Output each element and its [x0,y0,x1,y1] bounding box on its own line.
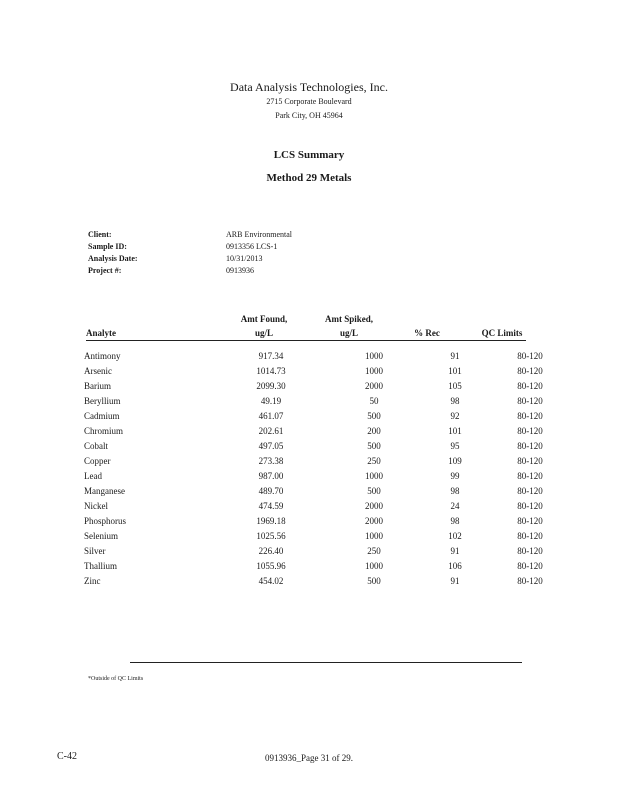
percent-recovery-cell: 91 [450,350,460,361]
qc-limits-cell: 80-120 [517,515,543,526]
amount-found-cell: 987.00 [258,470,284,481]
analysis-date-value: 10/31/2013 [226,254,263,263]
amount-found-cell: 497.05 [258,440,284,451]
percent-recovery-cell: 106 [448,560,462,571]
analysis-date-label: Analysis Date: [88,254,138,263]
amount-found-cell: 1969.18 [256,515,286,526]
analyte-cell: Selenium [84,530,118,541]
table-row [84,483,576,498]
qc-limits-cell: 80-120 [517,365,543,376]
table-row [84,423,576,438]
percent-recovery-cell: 105 [448,380,462,391]
amount-found-cell: 1055.96 [256,560,286,571]
amount-spiked-cell: 1000 [365,365,383,376]
amount-found-cell: 49.19 [260,395,282,406]
amount-found-cell: 454.02 [258,575,284,586]
amount-spiked-cell: 250 [367,455,381,466]
percent-recovery-cell: 101 [448,425,462,436]
header-found-line1: Amt Found, [240,314,288,324]
analyte-cell: Copper [84,455,111,466]
amount-spiked-cell: 1000 [365,530,383,541]
qc-limits-cell: 80-120 [517,455,543,466]
table-row [84,363,576,378]
amount-found-cell: 1014.73 [256,365,286,376]
page-number: 0913936_Page 31 of 29. [265,753,353,763]
percent-recovery-cell: 95 [450,440,460,451]
table-row [84,498,576,513]
header-underline [86,340,526,341]
analyte-cell: Nickel [84,500,108,511]
table-row [84,348,576,363]
percent-recovery-cell: 102 [448,530,462,541]
table-row [84,453,576,468]
client-value: ARB Environmental [226,230,292,239]
qc-limits-cell: 80-120 [517,500,543,511]
header-spiked-line1: Amt Spiked, [324,314,373,324]
qc-limits-cell: 80-120 [517,545,543,556]
qc-limits-cell: 80-120 [517,350,543,361]
amount-spiked-cell: 1000 [365,470,383,481]
qc-limits-cell: 80-120 [517,470,543,481]
amount-found-cell: 226.40 [258,545,284,556]
table-row [84,468,576,483]
qc-limits-cell: 80-120 [517,425,543,436]
qc-limits-cell: 80-120 [517,410,543,421]
client-label: Client: [88,230,112,239]
amount-spiked-cell: 250 [367,545,381,556]
qc-limits-cell: 80-120 [517,380,543,391]
percent-recovery-cell: 109 [448,455,462,466]
analyte-cell: Manganese [84,485,125,496]
results-table [84,348,576,588]
qc-limits-cell: 80-120 [517,395,543,406]
amount-spiked-cell: 200 [367,425,381,436]
amount-spiked-cell: 500 [367,440,381,451]
analyte-cell: Thallium [84,560,117,571]
method-title: Method 29 Metals [266,172,352,184]
amount-found-cell: 917.34 [258,350,284,361]
amount-spiked-cell: 500 [367,575,381,586]
analyte-cell: Zinc [84,575,101,586]
footnote: *Outside of QC Limits [88,676,144,682]
amount-spiked-cell: 1000 [365,350,383,361]
qc-limits-cell: 80-120 [517,560,543,571]
amount-spiked-cell: 2000 [365,380,383,391]
amount-spiked-cell: 1000 [365,560,383,571]
percent-recovery-cell: 91 [450,545,460,556]
table-row [84,543,576,558]
header-found-line2: ug/L [254,328,273,338]
percent-recovery-cell: 98 [450,485,460,496]
analyte-cell: Arsenic [84,365,112,376]
analyte-cell: Lead [84,470,102,481]
table-row [84,528,576,543]
analyte-cell: Cadmium [84,410,120,421]
analyte-cell: Barium [84,380,111,391]
qc-limits-cell: 80-120 [517,530,543,541]
header-rec: % Rec [414,328,440,338]
amount-spiked-cell: 2000 [365,515,383,526]
project-value: 0913936 [226,266,254,275]
amount-found-cell: 474.59 [258,500,284,511]
table-row [84,513,576,528]
company-name: Data Analysis Technologies, Inc. [230,80,388,94]
table-row [84,378,576,393]
report-title: LCS Summary [273,149,345,161]
amount-found-cell: 1025.56 [256,530,286,541]
percent-recovery-cell: 98 [450,515,460,526]
page-id: C-42 [57,751,77,762]
sample-id-label: Sample ID: [88,242,127,251]
percent-recovery-cell: 99 [450,470,460,481]
address-line-1: 2715 Corporate Boulevard [266,97,352,106]
table-row [84,558,576,573]
amount-found-cell: 273.38 [258,455,284,466]
table-row [84,573,576,588]
analyte-cell: Silver [84,545,106,556]
analyte-cell: Cobalt [84,440,108,451]
header-analyte: Analyte [86,328,116,338]
qc-limits-cell: 80-120 [517,575,543,586]
table-row [84,408,576,423]
amount-spiked-cell: 500 [367,410,381,421]
percent-recovery-cell: 101 [448,365,462,376]
amount-spiked-cell: 500 [367,485,381,496]
percent-recovery-cell: 91 [450,575,460,586]
footnote-divider [130,662,522,663]
amount-found-cell: 489.70 [258,485,284,496]
header-spiked-line2: ug/L [339,328,358,338]
table-row [84,393,576,408]
address-line-2: Park City, OH 45964 [275,111,343,120]
analyte-cell: Chromium [84,425,124,436]
amount-found-cell: 202.61 [258,425,284,436]
amount-spiked-cell: 2000 [365,500,383,511]
analyte-cell: Beryllium [84,395,121,406]
analyte-cell: Phosphorus [84,515,127,526]
qc-limits-cell: 80-120 [517,440,543,451]
percent-recovery-cell: 92 [450,410,460,421]
percent-recovery-cell: 24 [450,500,460,511]
header-qc-limits: QC Limits [481,328,523,338]
amount-found-cell: 461.07 [258,410,284,421]
amount-found-cell: 2099.30 [256,380,286,391]
sample-id-value: 0913356 LCS-1 [226,242,278,251]
table-row [84,438,576,453]
percent-recovery-cell: 98 [450,395,460,406]
analyte-cell: Antimony [84,350,121,361]
project-label: Project #: [88,266,122,275]
qc-limits-cell: 80-120 [517,485,543,496]
amount-spiked-cell: 50 [369,395,379,406]
